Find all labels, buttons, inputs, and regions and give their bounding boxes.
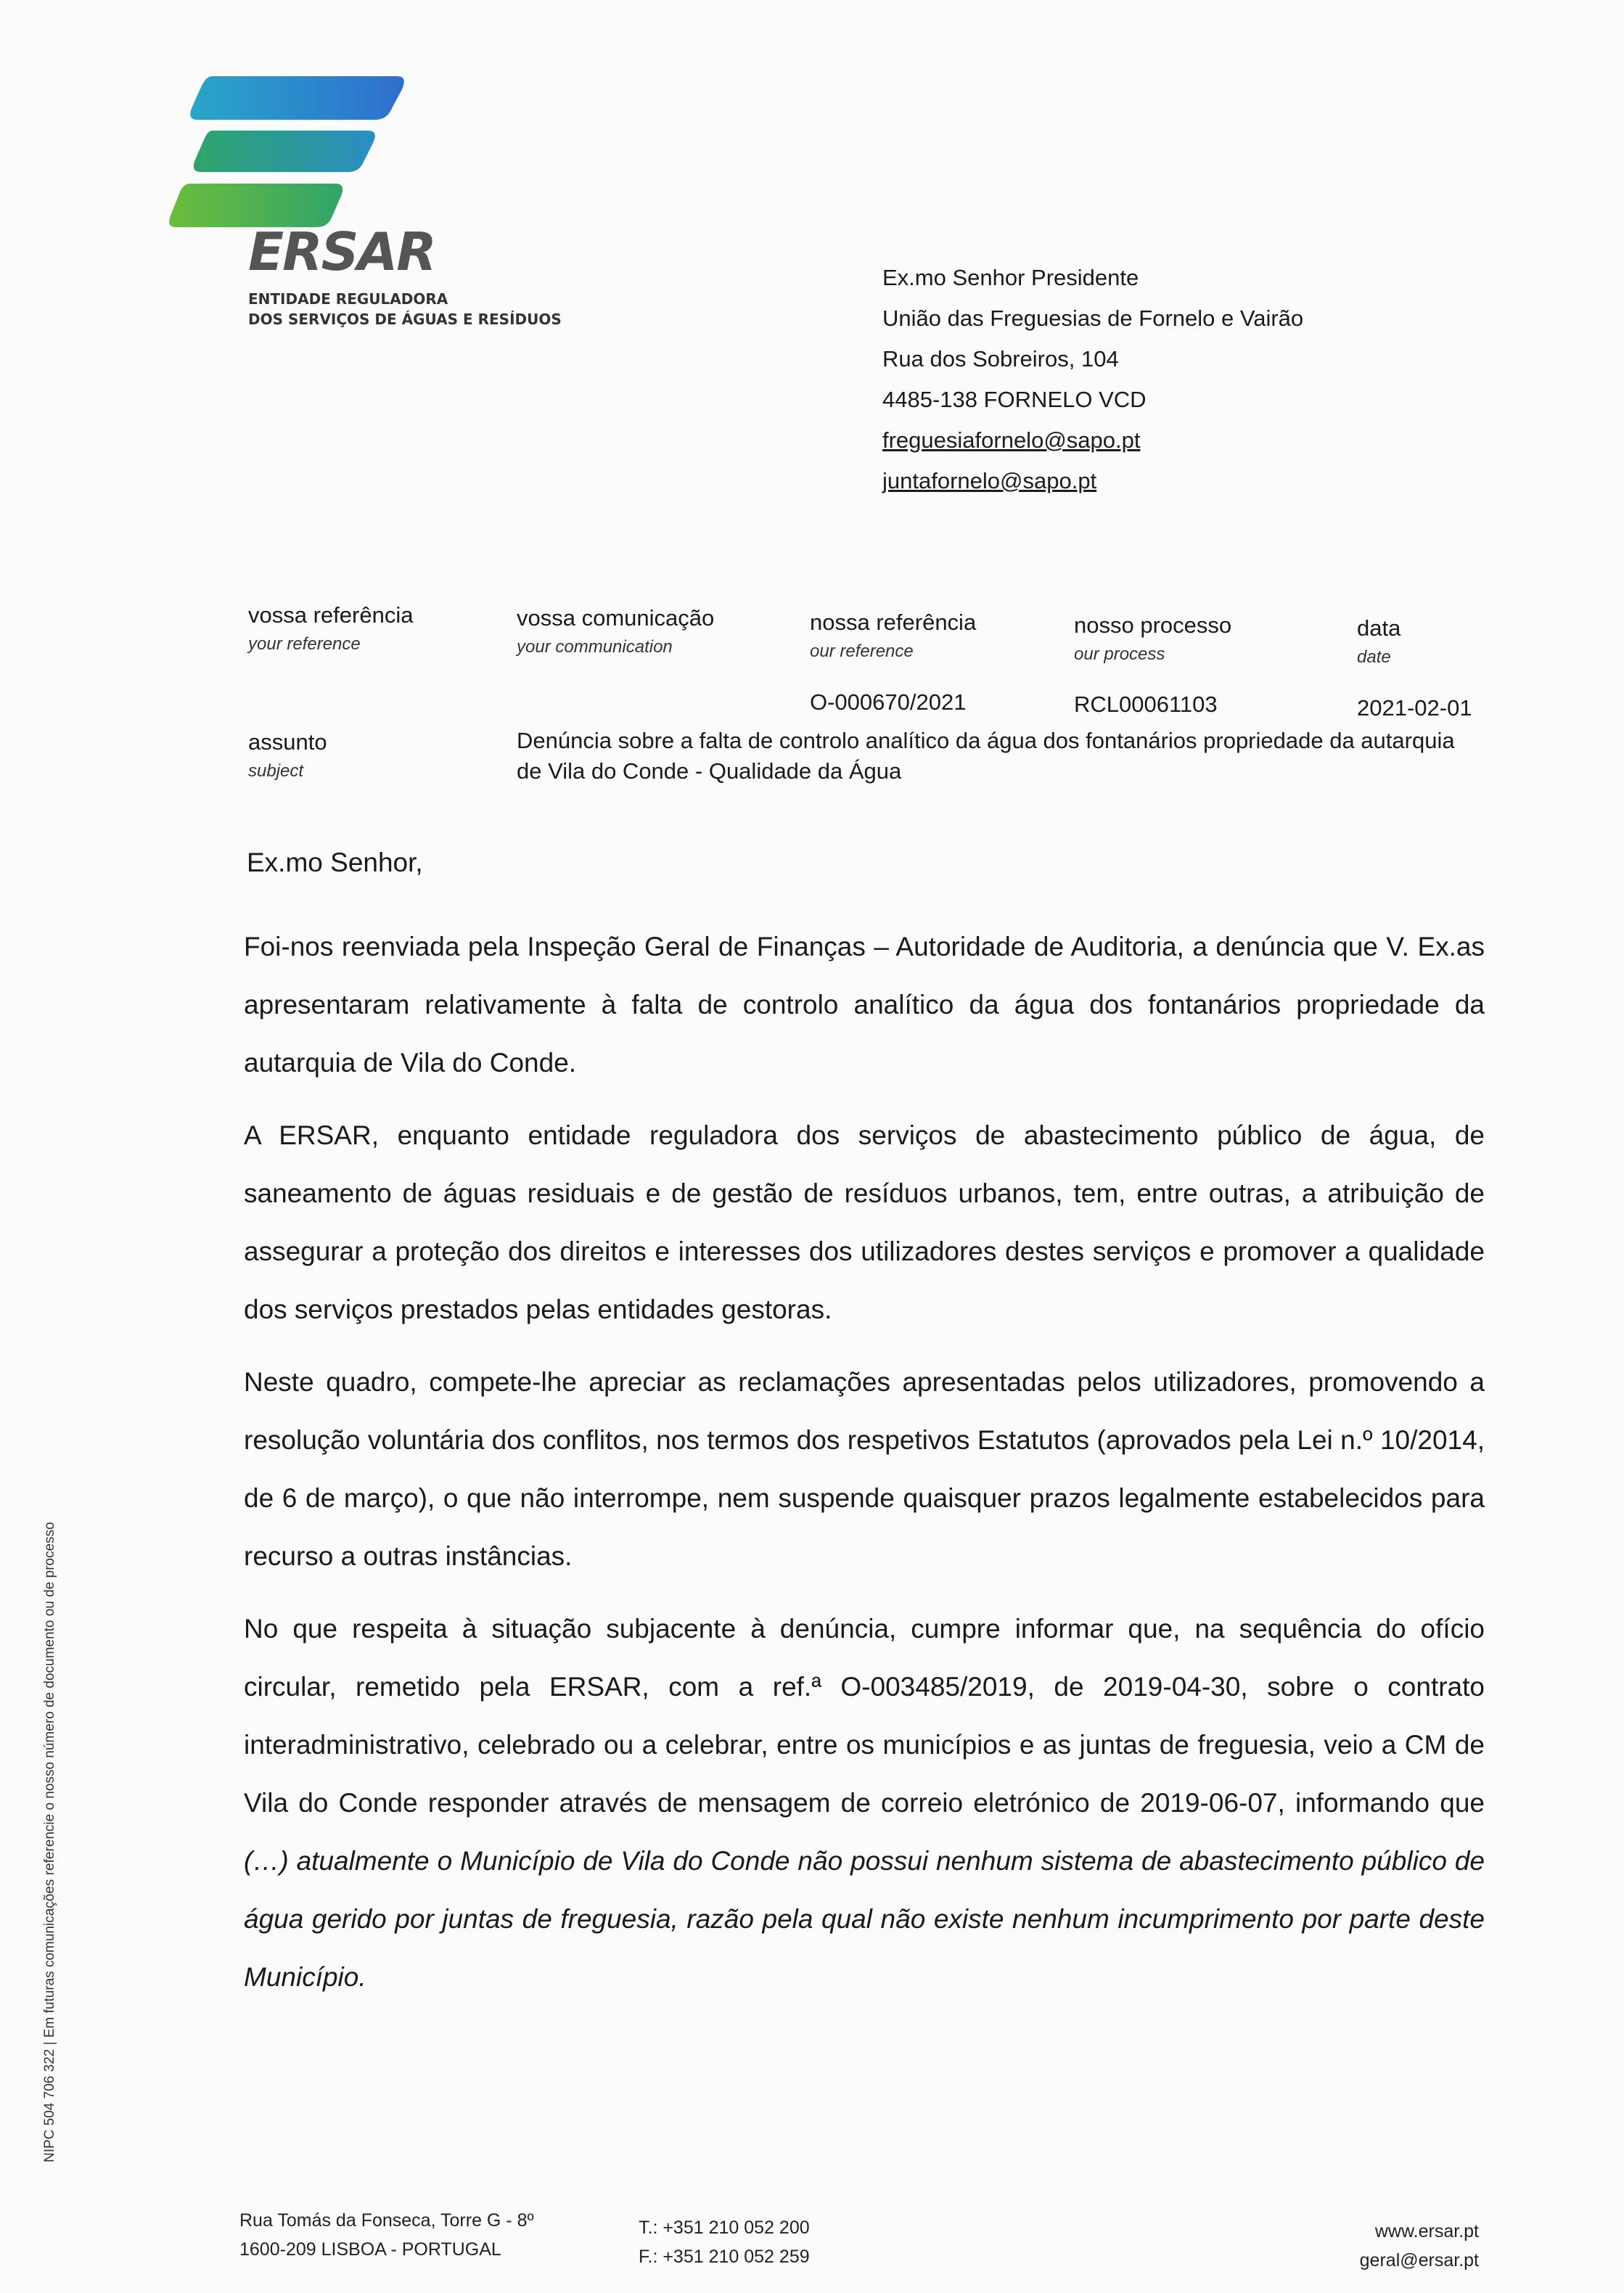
subject-text: Denúncia sobre a falta de controlo analítico da água dos fontanários propriedade da autarquia de Vila do Conde - Qualidade da Água bbox=[517, 728, 1455, 784]
recipient-line: Rua dos Sobreiros, 104 bbox=[882, 346, 1119, 372]
logo-wordmark: ERSAR bbox=[248, 221, 435, 282]
side-legal-note: NIPC 504 706 322 | Em futuras comunicações referencie o nosso número de documento ou de processo bbox=[42, 1522, 57, 2162]
paragraph: Foi-nos reenviada pela Inspeção Geral de Finanças – Autoridade de Auditoria, a denúncia que V. Ex.as apresentaram relativamente à falta de controlo analítico da água dos fontanários propriedade da autarquia de Vila do Conde. bbox=[244, 932, 1485, 1078]
ref-your-communication: vossa comunicação your communication bbox=[517, 605, 715, 657]
footer-contact bbox=[1360, 2217, 1479, 2275]
ersar-logo-icon bbox=[168, 69, 408, 232]
ref-date: data date bbox=[1357, 615, 1401, 667]
recipient-line: União das Freguesias de Fornelo e Vairão bbox=[882, 305, 1304, 331]
our-reference-value: O-000670/2021 bbox=[810, 689, 967, 715]
recipient-line: 4485-138 FORNELO VCD bbox=[882, 387, 1147, 412]
paragraph: A ERSAR, enquanto entidade reguladora dos serviços de abastecimento público de água, de saneamento de águas residuais e de gestão de resíduos urbanos, tem, entre outras, a atribuição de assegurar a proteção dos direitos e interesses dos utilizadores destes serviços e promover a qualidade dos serviços prestados pelas entidades gestoras. bbox=[244, 1120, 1485, 1324]
salutation: Ex.mo Senhor, bbox=[247, 848, 423, 877]
footer-email-link[interactable]: geral@ersar.pt bbox=[1359, 2250, 1479, 2271]
date-value: 2021-02-01 bbox=[1357, 695, 1472, 721]
ref-subject: assunto subject bbox=[248, 729, 327, 781]
recipient-line: Ex.mo Senhor Presidente bbox=[882, 265, 1139, 290]
ref-our-process: nosso processo our process bbox=[1074, 612, 1232, 664]
paragraph: Neste quadro, compete-lhe apreciar as reclamações apresentadas pelos utilizadores, promovendo a resolução voluntária dos conflitos, nos termos dos respetivos Estatutos (aprovados pela Lei n.º 10/2014, de 6 de março), o que não interrompe, nem suspende quaisquer prazos legalmente estabelecidos para recurso a outras instâncias. bbox=[244, 1367, 1485, 1571]
paragraph: No que respeita à situação subjacente à denúncia, cumpre informar que, na sequência do ofício circular, remetido pela ERSAR, com a ref.ª O-003485/2019, de 2019-04-30, sobre o contrato interadministrativo, celebrado ou a celebrar, entre os municípios e as juntas de freguesia, veio a CM de Vila do Conde responder através de mensagem de correio eletrónico de 2019-06-07, informando que (…) atualmente o Município de Vila do Conde não possui nenhum sistema de abastecimento público de água gerido por juntas de freguesia, razão pela qual não existe nenhum incumprimento por parte deste Município. bbox=[244, 1614, 1485, 1992]
recipient-email-link[interactable]: juntafornelo@sapo.pt bbox=[882, 468, 1097, 493]
our-process-value: RCL00061103 bbox=[1074, 692, 1218, 717]
recipient-email-link[interactable]: freguesiafornelo@sapo.pt bbox=[882, 427, 1141, 453]
letter-body bbox=[244, 918, 1485, 2021]
ref-your-reference: vossa referência your reference bbox=[248, 602, 414, 654]
logo-subtitle: ENTIDADE REGULADORA DOS SERVIÇOS DE ÁGUAS E RESÍDUOS bbox=[248, 290, 562, 328]
ref-our-reference: nossa referência our reference bbox=[810, 610, 977, 661]
footer-phone: T.: +351 210 052 200 F.: +351 210 052 259 bbox=[639, 2218, 810, 2267]
footer-address: Rua Tomás da Fonseca, Torre G - 8º 1600-209 LISBOA - PORTUGAL bbox=[239, 2210, 534, 2260]
recipient-address bbox=[882, 258, 1303, 501]
footer-website-link[interactable]: www.ersar.pt bbox=[1374, 2221, 1479, 2241]
